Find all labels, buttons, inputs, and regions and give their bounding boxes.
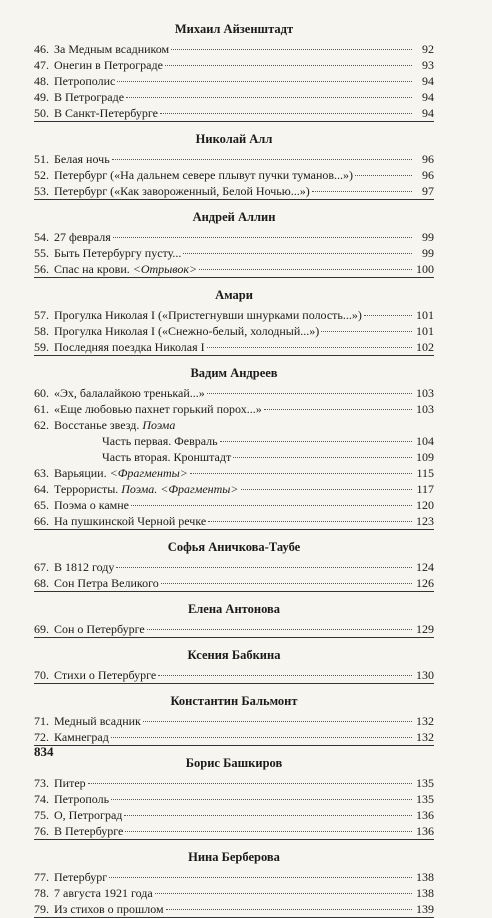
entry-number: 59. xyxy=(34,340,49,354)
author-section xyxy=(34,538,434,592)
entry-page-number: 117 xyxy=(416,482,434,496)
toc-entry xyxy=(34,41,434,57)
toc-entry xyxy=(34,713,434,729)
entry-page-number: 136 xyxy=(416,808,434,822)
section-divider xyxy=(34,637,434,638)
entry-number: 75. xyxy=(34,808,49,822)
author-section xyxy=(34,848,434,918)
entry-title-text: Медный всадник xyxy=(54,714,141,728)
entry-title-italic: <Отрывок> xyxy=(132,262,198,276)
toc-entry xyxy=(34,183,434,199)
toc-entry xyxy=(34,513,434,529)
entry-title-text: Восстанье звезд. xyxy=(54,418,143,432)
section-divider xyxy=(34,839,434,840)
entry-number: 50. xyxy=(34,106,49,120)
dot-leader xyxy=(207,393,412,394)
entry-page-number: 115 xyxy=(416,466,434,480)
entry-page-number: 123 xyxy=(416,514,434,528)
entry-title xyxy=(54,385,205,401)
dot-leader xyxy=(158,675,412,676)
dot-leader xyxy=(125,831,412,832)
entry-number: 58. xyxy=(34,324,49,338)
entry-title xyxy=(54,73,115,89)
entry-title-text: «Эх, балалайкою тренькай...» xyxy=(54,386,205,400)
author-heading: Михаил Айзенштадт xyxy=(174,22,294,36)
entry-title-text: Варьяции. xyxy=(54,466,110,480)
entry-page-number: 124 xyxy=(416,560,434,574)
entry-title xyxy=(54,307,362,323)
toc-entry xyxy=(34,385,434,401)
entry-number: 49. xyxy=(34,90,49,104)
toc-entry xyxy=(34,901,434,917)
entry-number: 73. xyxy=(34,776,49,790)
toc-entry xyxy=(34,823,434,839)
entry-number: 78. xyxy=(34,886,49,900)
toc-entry xyxy=(34,621,434,637)
section-divider xyxy=(34,355,434,356)
toc-entry xyxy=(34,869,434,885)
entry-title-text: Петрополис xyxy=(54,74,116,88)
entry-title-text: Петербург xyxy=(54,870,108,884)
entry-title xyxy=(54,151,110,167)
entry-page-number: 101 xyxy=(416,324,434,338)
entry-number: 47. xyxy=(34,58,49,72)
entry-page-number: 126 xyxy=(416,576,434,590)
section-divider xyxy=(34,199,434,200)
entry-page-number: 94 xyxy=(422,74,434,88)
toc-entry xyxy=(34,807,434,823)
entry-title xyxy=(54,621,145,637)
dot-leader xyxy=(155,893,412,894)
entry-title xyxy=(54,713,141,729)
entry-page-number: 135 xyxy=(416,792,434,806)
author-heading: Николай Алл xyxy=(195,132,273,146)
dot-leader xyxy=(171,49,412,50)
dot-leader xyxy=(355,175,412,176)
entry-title xyxy=(54,497,129,513)
entry-number: 65. xyxy=(34,498,49,512)
entry-number: 51. xyxy=(34,152,49,166)
entry-page-number: 101 xyxy=(416,308,434,322)
dot-leader xyxy=(88,783,412,784)
entry-page-number: 96 xyxy=(422,168,434,182)
entry-title xyxy=(54,559,114,575)
dot-leader xyxy=(147,629,412,630)
entry-title-text: Спас на крови. xyxy=(54,262,133,276)
toc-entry xyxy=(34,575,434,591)
entry-number: 72. xyxy=(34,730,49,744)
entry-title xyxy=(54,901,164,917)
entry-title xyxy=(54,775,86,791)
entry-title-text: Сон о Петербурге xyxy=(54,622,145,636)
toc-entry xyxy=(34,167,434,183)
entry-title-text: Камнеград xyxy=(54,730,109,744)
section-divider xyxy=(34,591,434,592)
entry-title xyxy=(54,433,218,449)
dot-leader xyxy=(190,473,412,474)
entry-number: 62. xyxy=(34,418,49,432)
entry-title xyxy=(54,57,163,73)
entry-page-number: 94 xyxy=(422,90,434,104)
dot-leader xyxy=(160,113,412,114)
entry-title-text: Быть Петербургу пусту... xyxy=(54,246,182,260)
dot-leader xyxy=(208,521,412,522)
dot-leader xyxy=(126,97,412,98)
dot-leader xyxy=(112,159,412,160)
author-section xyxy=(34,20,434,122)
toc-entry xyxy=(34,885,434,901)
dot-leader xyxy=(207,347,412,348)
entry-number: 71. xyxy=(34,714,49,728)
entry-title xyxy=(54,791,109,807)
entry-title xyxy=(54,417,175,433)
toc-entry xyxy=(34,417,434,433)
author-section xyxy=(34,692,434,746)
entry-page-number: 109 xyxy=(416,450,434,464)
entry-title-text: Петрополь xyxy=(54,792,110,806)
entry-title-text: На пушкинской Черной речке xyxy=(54,514,207,528)
entry-page-number: 99 xyxy=(422,230,434,244)
toc-entry xyxy=(34,307,434,323)
entry-page-number: 132 xyxy=(416,714,434,728)
table-of-contents xyxy=(34,14,434,918)
entry-title xyxy=(54,575,159,591)
entry-page-number: 138 xyxy=(416,870,434,884)
entry-number: 79. xyxy=(34,902,49,916)
dot-leader xyxy=(131,505,412,506)
toc-entry xyxy=(34,57,434,73)
entry-title-text: Часть первая. Февраль xyxy=(102,434,218,448)
dot-leader xyxy=(109,877,412,878)
dot-leader xyxy=(264,409,412,410)
entry-title-text: 7 августа 1921 года xyxy=(54,886,153,900)
dot-leader xyxy=(117,81,412,82)
entry-title xyxy=(54,323,319,339)
author-heading: Константин Бальмонт xyxy=(170,694,298,708)
toc-entry xyxy=(34,729,434,745)
author-heading: Вадим Андреев xyxy=(190,366,278,380)
entry-title-text: В Санкт-Петербурге xyxy=(54,106,158,120)
entry-title xyxy=(54,729,109,745)
entry-page-number: 102 xyxy=(416,340,434,354)
entry-page-number: 129 xyxy=(416,622,434,636)
dot-leader xyxy=(116,567,412,568)
entry-title xyxy=(54,513,206,529)
entry-page-number: 104 xyxy=(416,434,434,448)
entry-number: 60. xyxy=(34,386,49,400)
entry-number: 61. xyxy=(34,402,49,416)
entry-number: 74. xyxy=(34,792,49,806)
toc-entry xyxy=(34,105,434,121)
section-divider xyxy=(34,683,434,684)
entry-title-text: Питер xyxy=(54,776,86,790)
entry-page-number: 120 xyxy=(416,498,434,512)
entry-title xyxy=(54,167,353,183)
entry-number: 68. xyxy=(34,576,49,590)
entry-title-text: Стихи о Петербурге xyxy=(54,668,157,682)
entry-title xyxy=(54,481,239,497)
toc-entry xyxy=(34,261,434,277)
author-section xyxy=(34,600,434,638)
entry-title xyxy=(54,229,111,245)
entry-title-text: Белая ночь xyxy=(54,152,110,166)
entry-title-text: Сон Петра Великого xyxy=(54,576,159,590)
entry-number: 53. xyxy=(34,184,49,198)
entry-title-text: В 1812 году xyxy=(54,560,115,574)
toc-entry xyxy=(34,559,434,575)
entry-page-number: 103 xyxy=(416,386,434,400)
toc-entry xyxy=(34,229,434,245)
author-heading: Борис Башкиров xyxy=(185,756,283,770)
section-divider xyxy=(34,745,434,746)
dot-leader xyxy=(183,253,412,254)
entry-number: 77. xyxy=(34,870,49,884)
toc-entry xyxy=(34,151,434,167)
entry-number: 69. xyxy=(34,622,49,636)
entry-title-text: Часть вторая. Кронштадт xyxy=(102,450,232,464)
dot-leader xyxy=(161,583,412,584)
toc-entry xyxy=(34,89,434,105)
entry-page-number: 132 xyxy=(416,730,434,744)
dot-leader xyxy=(241,489,412,490)
entry-title xyxy=(54,667,156,683)
entry-title xyxy=(54,183,310,199)
toc-entry xyxy=(34,323,434,339)
entry-page-number: 99 xyxy=(422,246,434,260)
entry-title-text: В Петербурге xyxy=(54,824,124,838)
section-divider xyxy=(34,121,434,122)
entry-page-number: 135 xyxy=(416,776,434,790)
toc-entry xyxy=(34,449,434,465)
entry-title xyxy=(54,339,205,355)
author-section xyxy=(34,286,434,356)
entry-title-text: Поэма о камне xyxy=(54,498,130,512)
author-heading: Софья Аничкова-Таубе xyxy=(167,540,301,554)
dot-leader xyxy=(166,909,412,910)
entry-title-text: Последняя поездка Николая I xyxy=(54,340,205,354)
author-heading: Елена Антонова xyxy=(187,602,281,616)
dot-leader xyxy=(233,457,412,458)
author-section xyxy=(34,646,434,684)
author-section xyxy=(34,208,434,278)
toc-entry xyxy=(34,667,434,683)
author-section xyxy=(34,364,434,530)
entry-page-number: 139 xyxy=(416,902,434,916)
toc-entry xyxy=(34,775,434,791)
toc-entry xyxy=(34,245,434,261)
entry-title xyxy=(54,261,197,277)
dot-leader xyxy=(111,737,412,738)
entry-number: 48. xyxy=(34,74,49,88)
dot-leader xyxy=(220,441,412,442)
entry-title-text: Онегин в Петрограде xyxy=(54,58,163,72)
entry-title-text: За Медным всадником xyxy=(54,42,170,56)
entry-title-text: «Еще любовью пахнет горький порох...» xyxy=(54,402,262,416)
entry-page-number: 100 xyxy=(416,262,434,276)
entry-title xyxy=(54,245,181,261)
entry-page-number: 92 xyxy=(422,42,434,56)
entry-title xyxy=(54,449,231,465)
section-divider xyxy=(34,277,434,278)
entry-page-number: 138 xyxy=(416,886,434,900)
entry-title-italic: <Фрагменты> xyxy=(109,466,188,480)
author-heading: Андрей Аллин xyxy=(192,210,276,224)
toc-entry xyxy=(34,433,434,449)
entry-title xyxy=(54,89,124,105)
toc-entry xyxy=(34,791,434,807)
entry-number: 52. xyxy=(34,168,49,182)
toc-entry xyxy=(34,497,434,513)
dot-leader xyxy=(321,331,412,332)
entry-page-number: 97 xyxy=(422,184,434,198)
toc-entry xyxy=(34,481,434,497)
toc-entry xyxy=(34,73,434,89)
entry-title-text: В Петрограде xyxy=(54,90,125,104)
entry-title xyxy=(54,807,122,823)
entry-number: 64. xyxy=(34,482,49,496)
entry-title xyxy=(54,105,158,121)
entry-title-text: Прогулка Николая I («Снежно-белый, холодный...») xyxy=(54,324,320,338)
entry-number: 70. xyxy=(34,668,49,682)
dot-leader xyxy=(124,815,412,816)
entry-number: 63. xyxy=(34,466,49,480)
dot-leader xyxy=(199,269,412,270)
entry-page-number: 96 xyxy=(422,152,434,166)
toc-entry xyxy=(34,465,434,481)
entry-page-number: 103 xyxy=(416,402,434,416)
entry-number: 56. xyxy=(34,262,49,276)
author-section xyxy=(34,130,434,200)
entry-title xyxy=(54,885,153,901)
entry-number: 54. xyxy=(34,230,49,244)
entry-page-number: 130 xyxy=(416,668,434,682)
entry-title-italic: Поэма. <Фрагменты> xyxy=(121,482,239,496)
dot-leader xyxy=(165,65,412,66)
entry-title-italic: Поэма xyxy=(142,418,176,432)
toc-entry xyxy=(34,339,434,355)
dot-leader xyxy=(312,191,412,192)
entry-number: 55. xyxy=(34,246,49,260)
dot-leader xyxy=(364,315,412,316)
entry-title xyxy=(54,41,169,57)
author-heading: Нина Берберова xyxy=(188,850,280,864)
entry-page-number: 94 xyxy=(422,106,434,120)
entry-title-text: Петербург («На дальнем севере плывут пучки туманов...») xyxy=(54,168,354,182)
entry-title-text: 27 февраля xyxy=(54,230,111,244)
entry-page-number: 136 xyxy=(416,824,434,838)
entry-title xyxy=(54,401,262,417)
author-section xyxy=(34,754,434,840)
entry-number: 76. xyxy=(34,824,49,838)
entry-title-text: Петербург («Как завороженный, Белой Ночью...») xyxy=(54,184,310,198)
entry-title-text: Из стихов о прошлом xyxy=(54,902,164,916)
entry-page-number: 93 xyxy=(422,58,434,72)
entry-title xyxy=(54,823,123,839)
dot-leader xyxy=(113,237,412,238)
dot-leader xyxy=(143,721,412,722)
entry-number: 66. xyxy=(34,514,49,528)
entry-title xyxy=(54,465,188,481)
entry-title-text: О, Петроград xyxy=(54,808,123,822)
page-number: 834 xyxy=(34,744,54,759)
entry-title-text: Прогулка Николая I («Пристегнувши шнурками полость...») xyxy=(54,308,362,322)
author-heading: Амари xyxy=(215,288,253,302)
entry-title xyxy=(54,869,107,885)
toc-entry xyxy=(34,401,434,417)
entry-number: 67. xyxy=(34,560,49,574)
section-divider xyxy=(34,529,434,530)
entry-number: 57. xyxy=(34,308,49,322)
author-heading: Ксения Бабкина xyxy=(187,648,281,662)
entry-number: 46. xyxy=(34,42,49,56)
entry-title-text: Террористы. xyxy=(54,482,122,496)
